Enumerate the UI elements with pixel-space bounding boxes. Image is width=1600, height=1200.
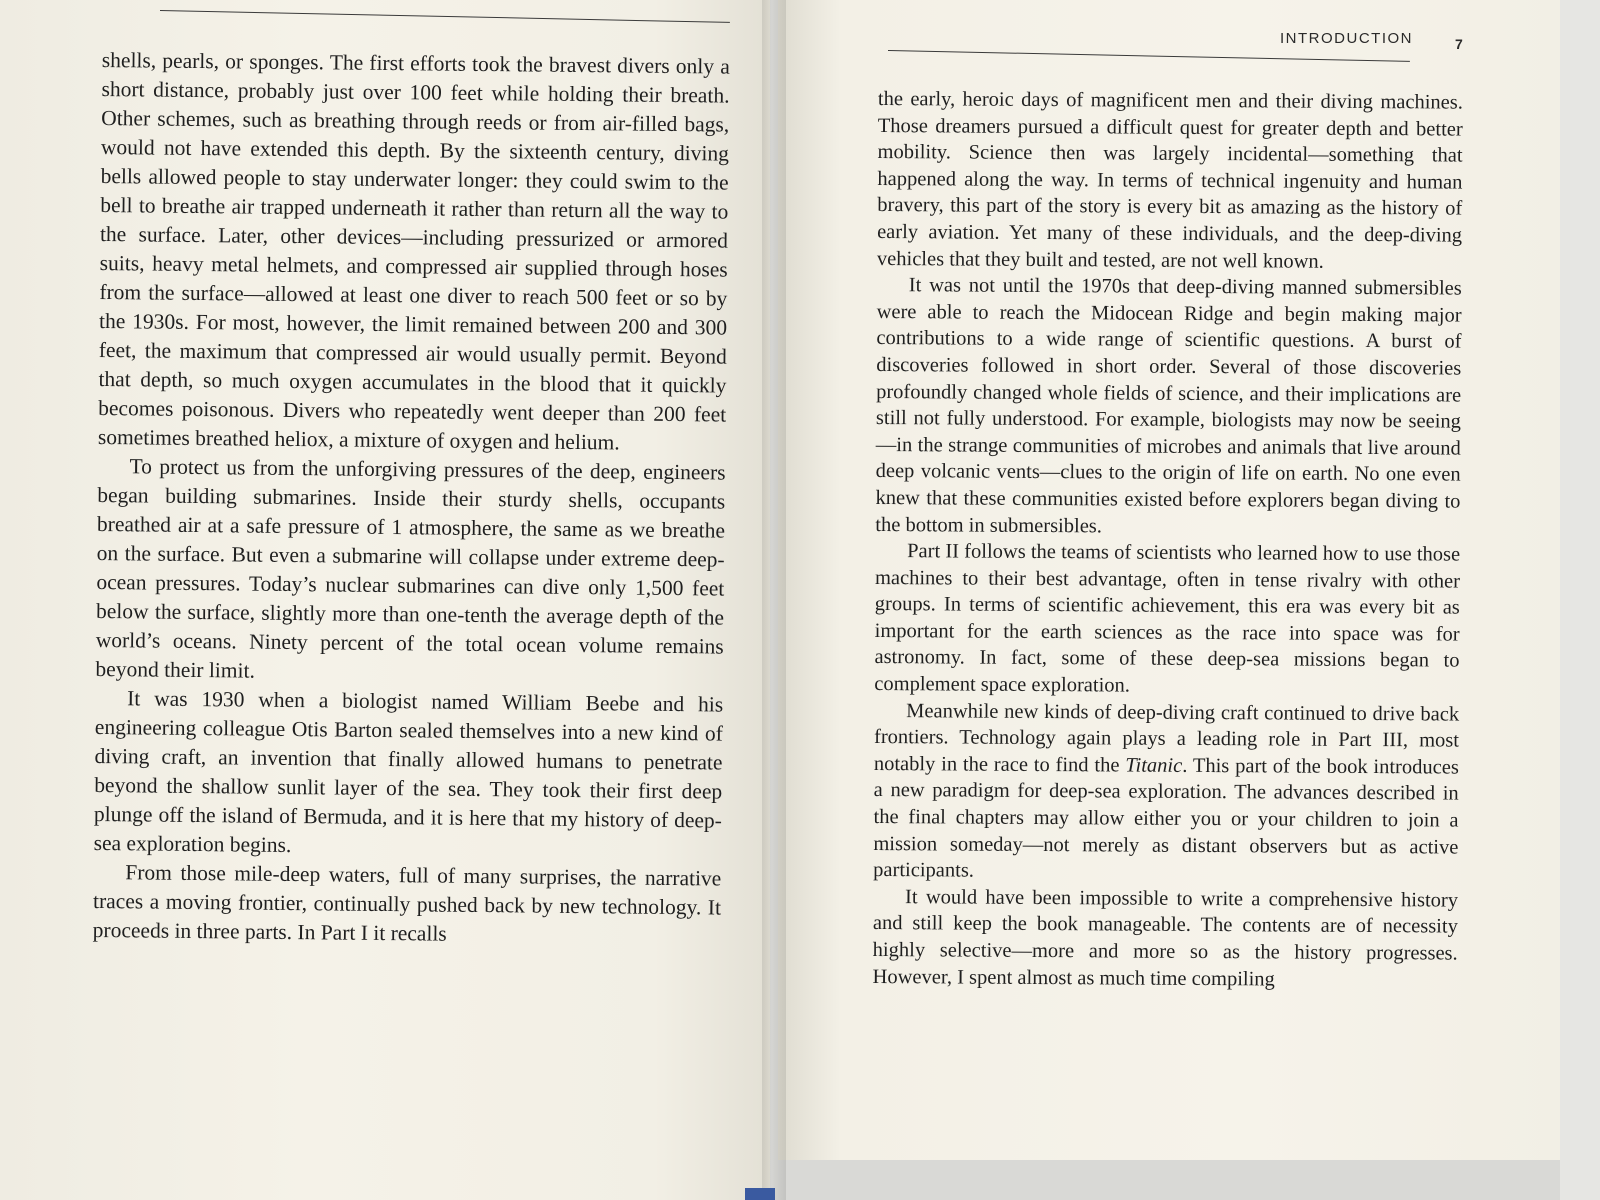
background-edge [1560,0,1600,1200]
running-head: INTRODUCTION [1280,30,1413,47]
right-page-text [872,86,1463,994]
right-paragraph-5: It would have been impossible to write a comprehensive history and still keep the book manageable. The contents are of necessity highly selective—more and more so as the history progresses. However, I spent almost as much time compiling [872,885,1459,991]
left-paragraph-1: shells, pearls, or sponges. The first efforts took the bravest divers only a short distance, probably just over 100 feet while holding their breath. Other schemes, such as breathing through reeds or from air-filled bags, would not have extended this depth. By the sixteenth century, diving bells allowed people to stay underwater longer: they could swim to the bell to breathe air trapped underneath it rather than return all the way to the surface. Later, other devices—including pressurized or armored suits, heavy metal helmets, and compressed air supplied through hoses from the surface—allowed at least one diver to reach 500 feet or so by the 1930s. For most, however, the limit remained between 200 and 300 feet, the maximum that compressed air would usually permit. Beyond that depth, so much oxygen accumulates in the blood that it quickly becomes poisonous. Divers who repeatedly went deeper than 200 feet sometimes breathed heliox, a mixture of oxygen and helium. [97,47,730,455]
right-paragraph-2: It was not until the 1970s that deep-diving manned submersibles were able to reach the Midocean Ridge and begin making major contributions to a wide range of scientific questions. A burst of discoveries followed in short order. Several of those discoveries profoundly changed whole fields of science, and their implications are still not fully understood. For example, biologists may now be seeing—in the strange communities of microbes and animals that live around deep volcanic vents—clues to the origin of life on earth. No one even knew that these communities existed before explorers began diving to the bottom in submersibles. [875,274,1462,537]
right-paragraph-4-part-2: . This part of the book introduces a new paradigm for deep-sea exploration. The advances described in the final chapters may allow either you or your children to join a mission someday—not merely as distant observers but as active participants. [873,754,1459,882]
left-page-top-rule [160,10,730,23]
book-cover-edge [745,1188,775,1200]
titanic-italic: Titanic [1125,754,1183,777]
page-number: 7 [1455,36,1463,52]
left-paragraph-2: To protect us from the unforgiving pressures of the deep, engineers began building submarines. Inside their sturdy shells, occupants breathed air at a safe pressure of 1 atmosphere, the same as we breathe on the surface. But even a submarine will collapse under extreme deep-ocean pressures. Today’s nuclear submarines can dive only 1,500 feet below the surface, slightly more than one-tenth the average depth of the world’s oceans. Ninety percent of the total ocean volume remains beyond their limit. [95,454,726,683]
left-paragraph-3: It was 1930 when a biologist named William Beebe and his engineering colleague Otis Barton sealed themselves into a new kind of diving craft, an invention that finally allowed humans to penetrate beyond the shallow sunlit layer of the sea. They took their first deep plunge off the island of Bermuda, and it is here that my history of deep-sea exploration begins. [93,686,724,858]
left-page-text [93,46,730,952]
right-paragraph-1: the early, heroic days of magnificent men and their diving machines. Those dreamers pursued a difficult quest for greater depth and better mobility. Science then was largely incidental—something that happened along the way. In terms of technical ingenuity and human bravery, this part of the story is every bit as amazing as the history of early aviation. Yet many of these individuals, and the deep-diving vehicles that they built and tested, are not well known. [876,87,1463,273]
right-paragraph-4-part-1: Meanwhile new kinds of deep-diving craft continued to drive back frontiers. Technology again plays a leading role in Part III, most notably in the race to find the [873,699,1460,777]
book-gutter [762,0,786,1200]
right-paragraph-4 [873,698,1459,888]
left-paragraph-4: From those mile-deep waters, full of many surprises, the narrative traces a moving frontier, continually pushed back by new technology. It proceeds in three parts. In Part I it recalls [92,860,722,946]
right-paragraph-3: Part II follows the teams of scientists who learned how to use those machines to their best advantage, often in tense rivalry with other groups. In terms of scientific achievement, this era was every bit as important for the earth sciences as the race into space was for astronomy. In fact, some of these deep-sea missions began to complement space exploration. [874,540,1461,697]
